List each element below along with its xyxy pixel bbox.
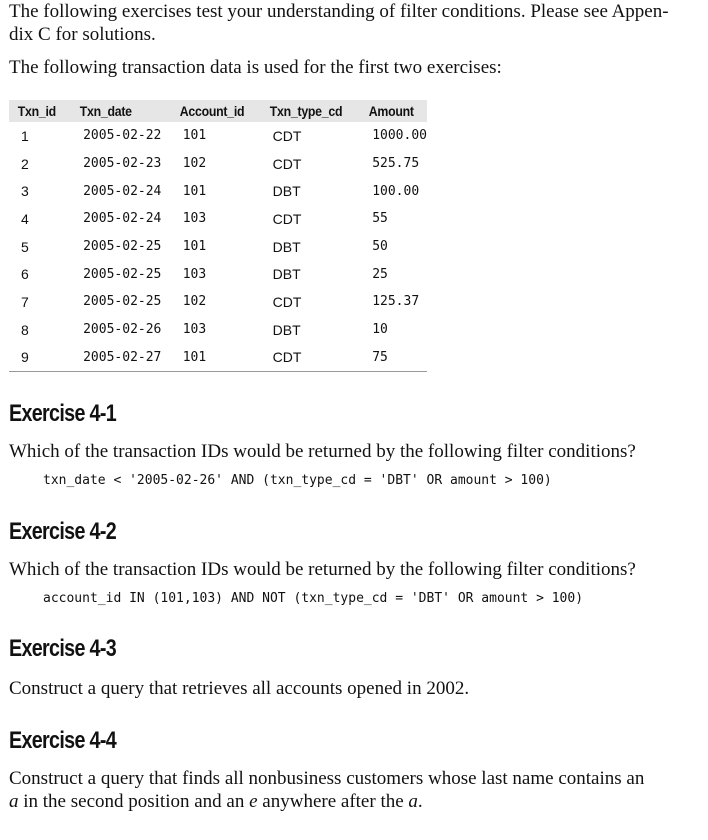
cell-account-id: 101 bbox=[182, 183, 207, 199]
intro-line-1: The following exercises test your understanding of filter conditions. Please see Appen- bbox=[9, 1, 669, 22]
cell-txn-date: 2005-02-22 bbox=[83, 128, 162, 144]
table-row bbox=[9, 233, 427, 261]
exercise-4-2-question: Which of the transaction IDs would be returned by the following filter conditions? bbox=[9, 559, 636, 580]
cell-txn-id: 8 bbox=[21, 321, 29, 338]
header-amount: Amount bbox=[369, 103, 414, 119]
table-row bbox=[9, 150, 427, 178]
transaction-table bbox=[9, 100, 427, 372]
cell-amount: 100.00 bbox=[372, 183, 420, 199]
cell-account-id: 101 bbox=[182, 239, 207, 255]
header-txn-date: Txn_date bbox=[79, 103, 132, 119]
cell-txn-id: 4 bbox=[21, 210, 29, 227]
cell-amount: 1000.00 bbox=[372, 128, 427, 144]
header-txn-type-cd: Txn_type_cd bbox=[269, 103, 342, 119]
cell-txn-date: 2005-02-25 bbox=[83, 294, 162, 310]
cell-txn-type: CDT bbox=[272, 155, 302, 172]
cell-txn-type: CDT bbox=[272, 127, 302, 144]
table-header-row bbox=[9, 100, 427, 122]
letter-a: a bbox=[408, 791, 418, 812]
cell-account-id: 102 bbox=[182, 156, 207, 172]
cell-txn-id: 2 bbox=[21, 155, 29, 172]
cell-txn-date: 2005-02-25 bbox=[83, 266, 162, 282]
cell-amount: 25 bbox=[372, 266, 388, 282]
exercise-4-2-code: account_id IN (101,103) AND NOT (txn_type_cd = 'DBT' OR amount > 100) bbox=[43, 591, 584, 606]
exercise-4-2-title: Exercise 4-2 bbox=[9, 518, 117, 545]
cell-txn-type: CDT bbox=[272, 293, 302, 310]
cell-account-id: 103 bbox=[182, 266, 207, 282]
cell-txn-date: 2005-02-25 bbox=[83, 239, 162, 255]
question-text: in the second position and an bbox=[18, 791, 250, 812]
cell-txn-type: DBT bbox=[272, 183, 301, 200]
exercise-4-1-title: Exercise 4-1 bbox=[9, 400, 117, 427]
cell-txn-date: 2005-02-27 bbox=[71, 344, 171, 372]
cell-txn-type: CDT bbox=[272, 210, 302, 227]
cell-amount: 525.75 bbox=[372, 156, 420, 172]
header-account-id: Account_id bbox=[179, 103, 244, 119]
data-note: The following transaction data is used for the first two exercises: bbox=[9, 57, 502, 78]
cell-account-id: 103 bbox=[182, 211, 207, 227]
question-text: anywhere after the bbox=[257, 791, 409, 812]
letter-e: e bbox=[249, 791, 258, 812]
cell-txn-date: 2005-02-23 bbox=[83, 156, 162, 172]
cell-txn-id: 9 bbox=[9, 344, 71, 372]
table-row bbox=[9, 316, 427, 344]
table-row bbox=[9, 288, 427, 316]
question-text: . bbox=[417, 791, 423, 812]
cell-txn-type: DBT bbox=[272, 266, 301, 283]
cell-amount: 10 bbox=[372, 322, 388, 338]
exercise-4-3-title: Exercise 4-3 bbox=[9, 635, 117, 662]
table-row bbox=[9, 205, 427, 233]
table-row bbox=[9, 344, 427, 372]
cell-account-id: 102 bbox=[182, 294, 207, 310]
cell-account-id: 101 bbox=[182, 128, 207, 144]
cell-account-id: 103 bbox=[182, 322, 207, 338]
table-row bbox=[9, 260, 427, 288]
table-row bbox=[9, 122, 427, 150]
exercise-4-4-line-1: Construct a query that finds all nonbusiness customers whose last name contains an bbox=[9, 768, 645, 789]
cell-txn-id: 1 bbox=[21, 127, 29, 144]
cell-txn-id: 5 bbox=[21, 238, 29, 255]
cell-txn-id: 7 bbox=[21, 293, 29, 310]
exercise-4-3-question: Construct a query that retrieves all accounts opened in 2002. bbox=[9, 678, 470, 699]
cell-txn-date: 2005-02-24 bbox=[83, 183, 162, 199]
table-row bbox=[9, 177, 427, 205]
exercise-4-1-code: txn_date < '2005-02-26' AND (txn_type_cd = 'DBT' OR amount > 100) bbox=[43, 473, 552, 488]
cell-amount: 75 bbox=[360, 344, 427, 372]
exercise-4-4-question bbox=[9, 767, 694, 813]
exercise-4-4-title: Exercise 4-4 bbox=[9, 727, 117, 754]
cell-amount: 125.37 bbox=[372, 294, 420, 310]
intro-line-2: dix C for solutions. bbox=[9, 24, 156, 45]
header-txn-id: Txn_id bbox=[17, 103, 56, 119]
exercise-4-1-question: Which of the transaction IDs would be returned by the following filter conditions? bbox=[9, 441, 636, 462]
cell-txn-id: 3 bbox=[21, 183, 29, 200]
intro-paragraph bbox=[9, 0, 689, 46]
letter-a: a bbox=[9, 791, 19, 812]
cell-amount: 55 bbox=[372, 211, 388, 227]
cell-txn-id: 6 bbox=[21, 266, 29, 283]
cell-txn-date: 2005-02-26 bbox=[83, 322, 162, 338]
cell-account-id: 101 bbox=[171, 344, 261, 372]
cell-txn-date: 2005-02-24 bbox=[83, 211, 162, 227]
cell-txn-type: CDT bbox=[261, 344, 361, 372]
cell-txn-type: DBT bbox=[272, 321, 301, 338]
cell-amount: 50 bbox=[372, 239, 388, 255]
cell-txn-type: DBT bbox=[272, 238, 301, 255]
